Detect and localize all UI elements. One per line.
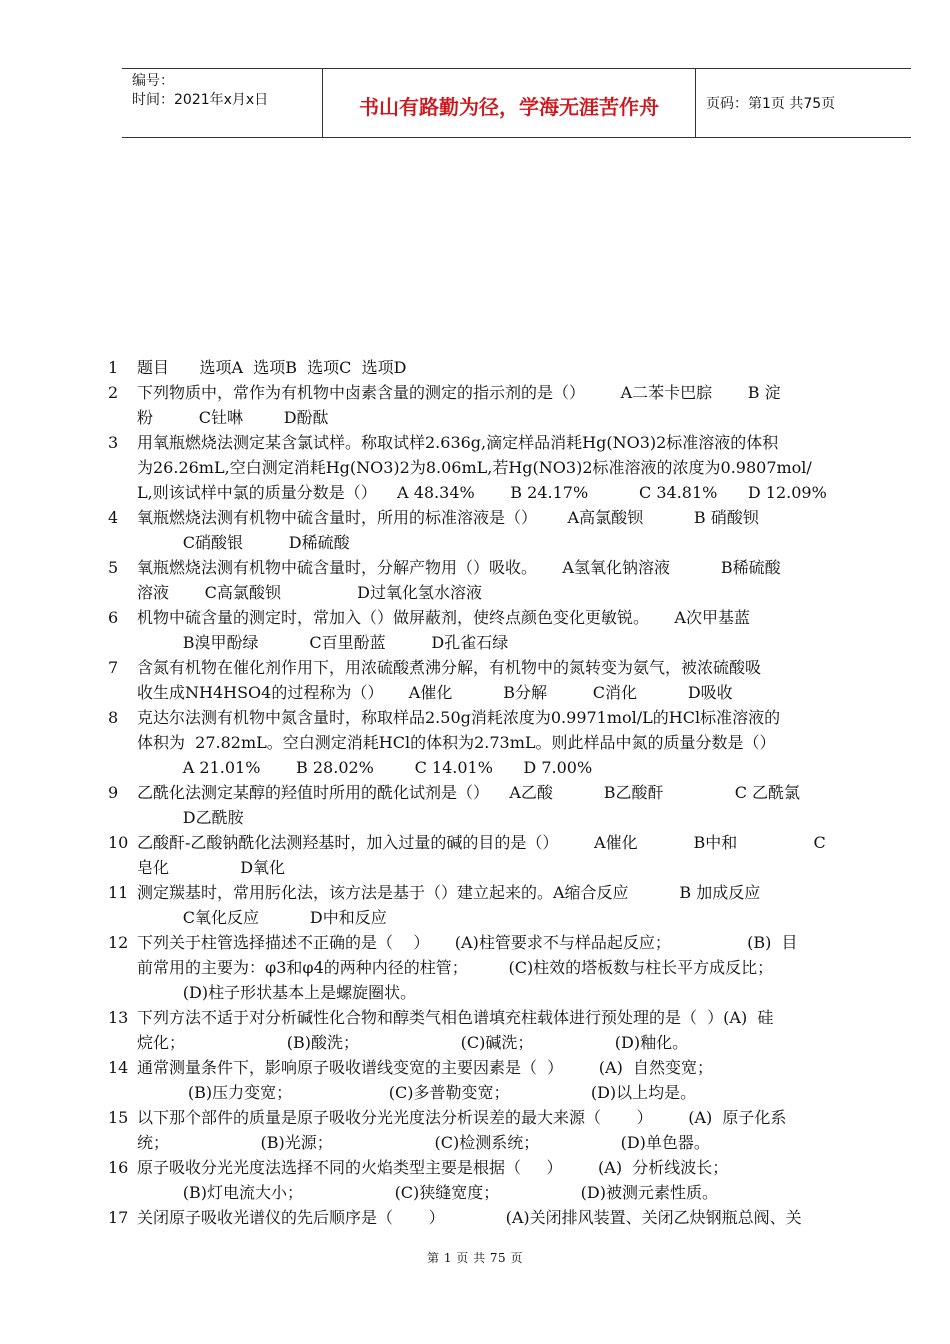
question-item [108,930,898,1005]
question-text [137,505,898,555]
question-text [137,1005,898,1055]
question-number: 17 [108,1208,129,1227]
question-item [108,1105,898,1155]
question-item [108,430,898,505]
question-number: 5 [108,558,119,577]
question-text [137,1205,898,1230]
question-line: 下列物质中，常作为有机物中卤素含量的测定的指示剂的是（） A二苯卡巴腙 B 淀 [137,383,781,402]
question-line: 氧瓶燃烧法测有机物中硫含量时，分解产物用（）吸收。 A氢氧化钠溶液 B稀硫酸 [137,558,781,577]
question-item [108,880,898,930]
question-text [137,1105,898,1155]
page-footer: 第 1 页 共 75 页 [427,1251,523,1265]
question-line: (D)柱子形状基本上是螺旋圈状。 [137,983,417,1002]
question-line: (B)压力变宽； (C)多普勒变宽； (D)以上均是。 [137,1083,697,1102]
question-item [108,555,898,605]
question-line: 收生成NH4HSO4的过程称为（） A催化 B分解 C消化 D吸收 [137,683,733,702]
question-line: 原子吸收分光光度法选择不同的火焰类型主要是根据（ ） (A) 分析线波长； [137,1158,729,1177]
question-text [137,705,898,780]
page-header [122,68,911,138]
question-number: 11 [108,883,129,902]
question-number: 15 [108,1108,129,1127]
question-line: 粉 C钍啉 D酚酞 [137,408,329,427]
question-line: 乙酸酐-乙酸钠酰化法测羟基时，加入过量的碱的目的是（） A催化 B中和 C [137,833,826,852]
header-meta [132,72,322,110]
question-line: L,则该试样中氯的质量分数是（） A 48.34% B 24.17% C 34.81% D 12.09% [137,483,827,502]
question-line: C硝酸银 D稀硫酸 [137,533,350,552]
question-text [137,780,898,830]
question-text [137,830,898,880]
question-line: 乙酰化法测定某醇的羟值时所用的酰化试剂是（） A乙酸 B乙酸酐 C 乙酰氯 [137,783,801,802]
question-line: 下列方法不适于对分析碱性化合物和醇类气相色谱填充柱载体进行预处理的是（ ）(A) 硅 [137,1008,774,1027]
question-line: 通常测量条件下，影响原子吸收谱线变宽的主要因素是（ ） (A) 自然变宽； [137,1058,713,1077]
question-line: 用氧瓶燃烧法测定某含氯试样。称取试样2.636g,滴定样品消耗Hg(NO3)2标准溶液的体积 [137,433,779,452]
question-line: 为26.26mL,空白测定消耗Hg(NO3)2为8.06mL,若Hg(NO3)2标准溶液的浓度为0.9807mol/ [137,458,812,477]
question-text [137,380,898,430]
question-line: 以下那个部件的质量是原子吸收分光光度法分析误差的最大来源（ ） (A) 原子化系 [137,1108,787,1127]
question-line: 关闭原子吸收光谱仪的先后顺序是（ ） (A)关闭排风装置、关闭乙炔钢瓶总阀、关 [137,1208,802,1227]
question-number: 16 [108,1158,129,1177]
question-line: 测定羰基时，常用肟化法，该方法是基于（）建立起来的。A缩合反应 B 加成反应 [137,883,761,902]
header-time-label: 时间：2021年x月x日 [132,92,269,108]
question-item [108,780,898,830]
header-motto: 书山有路勤为径，学海无涯苦作舟 [359,95,659,119]
question-line: 统； (B)光源； (C)检测系统； (D)单色器。 [137,1133,710,1152]
question-number: 10 [108,833,129,852]
question-text [137,1155,898,1205]
question-item [108,1155,898,1205]
question-text [137,605,898,655]
question-number: 12 [108,933,129,952]
question-text [137,555,898,605]
question-item [108,1005,898,1055]
question-line: 溶液 C高氯酸钡 D过氧化氢水溶液 [137,583,482,602]
question-number: 13 [108,1008,129,1027]
question-item [108,355,898,380]
question-item [108,655,898,705]
question-line: 题目 选项A 选项B 选项C 选项D [137,358,407,377]
question-text [137,655,898,705]
question-line: 机物中硫含量的测定时，常加入（）做屏蔽剂，使终点颜色变化更敏锐。 A次甲基蓝 [137,608,750,627]
question-item [108,505,898,555]
question-item [108,1055,898,1105]
header-page-label: 页码：第1页 共75页 [706,96,836,112]
question-item [108,705,898,780]
header-divider [695,69,696,137]
question-text [137,930,898,1005]
question-line: C氧化反应 D中和反应 [137,908,387,927]
question-text [137,1055,898,1105]
question-line: B溴甲酚绿 C百里酚蓝 D孔雀石绿 [137,633,509,652]
question-item [108,605,898,655]
question-number: 8 [108,708,119,727]
question-number: 1 [108,358,119,377]
question-item [108,380,898,430]
question-item [108,1205,898,1230]
question-line: 前常用的主要为：φ3和φ4的两种内径的柱管； (C)柱效的塔板数与柱长平方成反比； [137,958,774,977]
question-line: 皂化 D氧化 [137,858,286,877]
question-line: D乙酰胺 [137,808,244,827]
question-number: 7 [108,658,119,677]
question-text [137,880,898,930]
question-line: 体积为 27.82mL。空白测定消耗HCl的体积为2.73mL。则此样品中氮的质量分数是（） [137,733,776,752]
question-line: 氧瓶燃烧法测有机物中硫含量时，所用的标准溶液是（） A高氯酸钡 B 硝酸钡 [137,508,759,527]
question-line: 克达尔法测有机物中氮含量时，称取样品2.50g消耗浓度为0.9971mol/L的HCl标准溶液的 [137,708,781,727]
question-line: (B)灯电流大小； (C)狭缝宽度； (D)被测元素性质。 [137,1183,718,1202]
question-number: 4 [108,508,119,527]
question-number: 3 [108,433,119,452]
question-number: 2 [108,383,119,402]
question-text [137,430,898,505]
question-number: 6 [108,608,119,627]
question-line: 含氮有机物在催化剂作用下，用浓硫酸煮沸分解，有机物中的氮转变为氨气，被浓硫酸吸 [137,658,762,677]
question-line: 烷化； (B)酸洗； (C)碱洗； (D)釉化。 [137,1033,689,1052]
question-line: 下列关于柱管选择描述不正确的是（ ） (A)柱管要求不与样品起反应； (B) 目 [137,933,798,952]
question-text [137,355,898,380]
question-number: 14 [108,1058,129,1077]
question-number: 9 [108,783,119,802]
question-item [108,830,898,880]
question-line: A 21.01% B 28.02% C 14.01% D 7.00% [137,758,593,777]
header-code-label: 编号： [132,73,174,89]
